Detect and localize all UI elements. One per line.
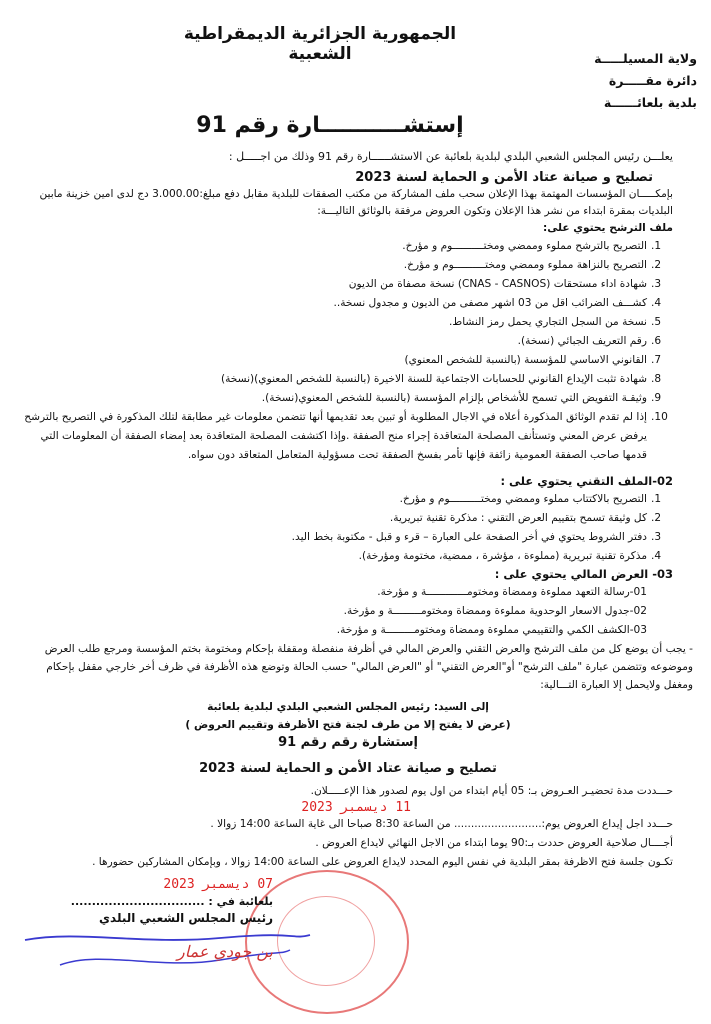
term-deadline-text: حـــدد اجل إيداع العروض يوم:.......................... من الساعة 8:30 صباحا الى غاية الساعة 14:00 زوالا . — [210, 818, 673, 830]
terms — [23, 782, 673, 872]
item-number: 5. — [651, 316, 662, 328]
list-item — [23, 490, 673, 509]
item-text: القانوني الاساسي للمؤسسة (بالنسبة للشخص المعنوي) — [404, 354, 647, 366]
list-item — [23, 275, 673, 294]
item-number: 4. — [651, 297, 662, 309]
intro: بإمكـــــان المؤسسات المهتمة بهذا الإعلان سحب ملف المشاركة من مكتب الصفقات للبلدية مقابل دفع مبلغ:3.000.00 دج لدى امين خزينة مابين البلديات بمقرة ابتداء من نشر هذا الإعلان وتكون العروض مرفقة بالوثائق التاليـــة: — [39, 188, 673, 217]
announcement: يعلـــن رئيس المجلس الشعبي البلدي لبلدية بلعائبة عن الاستشــــــارة رقم 91 وذلك من اجـــــل : — [228, 150, 673, 163]
list-item — [23, 313, 673, 332]
item-number: 6. — [651, 335, 662, 347]
financial-heading: 03- العرض المالي يحتوي على : — [494, 567, 673, 581]
technical-list — [23, 490, 673, 566]
envelope-to: إلى السيد: رئيس المجلس الشعبي البلدي لبلدية بلعائبة — [207, 701, 489, 713]
list-item — [23, 389, 673, 408]
item-text: رقم التعريف الجبائي (نسخة). — [517, 335, 647, 347]
signature-area — [23, 876, 673, 963]
envelope-block — [23, 698, 673, 778]
item-number: 9. — [651, 392, 662, 404]
handwritten-name: بن جودي عمار — [176, 942, 273, 961]
wilaya: ولاية المسيلـــــة — [594, 51, 697, 66]
item-text: التصريح بالاكتتاب مملوء وممضي ومختــــــــــوم و مؤرخ. — [399, 493, 647, 505]
item-number: 3. — [651, 278, 662, 290]
item-number: 4. — [651, 550, 662, 562]
item-number: 8. — [651, 373, 662, 385]
item-text: إذا لم تقدم الوثائق المذكورة أعلاه في الاجال المطلوبة أو تبين بعد تقديمها أنها تتضمن معلومات غير مطابقة لتلك المذكورة في التصريح بالترشح يرفض عرض المعني وتستأنف المصلحة المتعاقدة إجراء منح الصفقة .وإذا اكتشفت المصلحة المتعاقدة بعد إمضاء الصفقة أن المعلومات التي قدمها صاحب الصفقة العمومية زائفة فإنها تأمر بفسخ الصفقة تحت مسؤولية المتعامل المتعاقد دون سواه. — [24, 411, 647, 461]
item-text: التصريح بالنزاهة مملوء وممضي ومختــــــــــوم و مؤرخ. — [403, 259, 647, 271]
list-item — [23, 602, 647, 621]
item-text: كل وثيقة تسمح بتقييم العرض التقني : مذكرة تقنية تبريرية. — [389, 512, 647, 524]
list-item — [23, 370, 673, 389]
item-text: مذكرة تقنية تبريرية (مملوءة ، مؤشرة ، ممضية، مختومة ومؤرخة). — [358, 550, 647, 562]
list-item — [23, 351, 673, 370]
list-item — [23, 237, 673, 256]
item-text: 01-رسالة التعهد مملوءة وممضاة ومختومـــــــــــــة و مؤرخة. — [377, 586, 647, 598]
item-text: شهادة اداء مستحقات (CNAS - CASNOS) نسخة مصفاة من الديون — [348, 278, 647, 290]
list-item — [23, 583, 647, 602]
item-text: نسخة من السجل التجاري يحمل رمز النشاط. — [449, 316, 647, 328]
signature-block — [43, 876, 273, 963]
item-number: 1. — [651, 493, 662, 505]
republic-header: الجمهورية الجزائرية الديمقراطية الشعبية — [183, 24, 457, 64]
technical-heading: 02-الملف التقني يحتوي على : — [500, 474, 673, 488]
item-text: شهادة تثبت الإيداع القانوني للحسابات الاجتماعية للسنة الاخيرة (بالنسبة للشخص المعنوي)(نسخة) — [220, 373, 647, 385]
envelope-note: - يجب أن يوضع كل من ملف الترشح والعرض التقني والعرض المالي في أظرفة منفصلة ومقفلة بإحكام ومختومة بختم المؤسسة ومرجع طلب العرض وموضوعه وتتضمن عبارة "ملف الترشح" أو"العرض التقني" أو "العرض المالي" حسب الحالة وتوضع هذه الأظرفة في ظرف أخر خارجي مقفل بإحكام ومغفل ولايحمل إلا العبارة التـــالية: — [44, 643, 693, 691]
term-preparation: حـــددت مدة تحضيـر العـروض بـ: 05 أيام ابتداء من اول يوم لصدور هذا الإعـــــلان. — [310, 785, 673, 797]
item-number: 2. — [651, 259, 662, 271]
commune: بلدية بلعائــــــة — [603, 95, 697, 110]
deadline-date-stamp: 11 ديسمبر 2023 — [301, 800, 411, 815]
list-item — [23, 256, 673, 275]
item-number: 3. — [651, 531, 662, 543]
daira: دائرة مقـــــرة — [608, 73, 697, 88]
signature-role: رئيس المجلس الشعبي البلدي — [99, 911, 273, 925]
list-item — [23, 621, 647, 640]
item-text: التصريح بالترشح مملوء وممضي ومختــــــــــوم و مؤرخ. — [402, 240, 647, 252]
item-number: 1. — [651, 240, 662, 252]
item-number: 2. — [651, 512, 662, 524]
list-item — [23, 528, 673, 547]
list-item — [23, 408, 673, 465]
list-item — [23, 332, 673, 351]
envelope-subject: تصليح و صيانة عتاد الأمن و الحماية لسنة 2023 — [199, 761, 497, 776]
term-validity: أجــــال صلاحية العروض حددت بـ:90 يوما ابتداء من الاجل النهائي لايداع العروض . — [315, 837, 673, 849]
candidacy-list — [23, 237, 673, 465]
term-opening: تكـون جلسة فتح الاظرفة بمقر البلدية في نفس اليوم المحدد لايداع العروض على الساعة 14:00 زوالا ، وبإمكان المشاركين حضورها . — [92, 856, 673, 868]
list-item — [23, 294, 673, 313]
signature-date-stamp: 07 ديسمبر 2023 — [163, 877, 273, 892]
envelope-ref: إستشارة رقم رقم 91 — [278, 735, 418, 750]
administration-block — [497, 48, 697, 114]
document-title: إستشـــــــــــارة رقم 91 — [196, 113, 464, 138]
list-item — [23, 547, 673, 566]
candidacy-heading: ملف الترشح يحتوي على: — [543, 222, 673, 234]
item-text: 02-جدول الاسعار الوحدوية مملوءة وممضاة ومختومـــــــــة و مؤرخة. — [343, 605, 647, 617]
envelope-notice: (عرض لا يفتح إلا من طرف لجنة فتح الأظرفة وتقييم العروض ) — [185, 719, 511, 731]
item-text: وثيقـة التفويض التي تسمح للأشخاص بإلزام المؤسسة (بالنسبة للشخص المعنوي(نسخة). — [261, 392, 647, 404]
item-number: 7. — [651, 354, 662, 366]
signature-place: بلعائبة في : ................................ — [70, 895, 273, 908]
term-deadline — [23, 801, 673, 834]
document-body — [23, 148, 693, 963]
item-text: كشـــف الضرائب اقل من 03 اشهر مصفى من الديون و مجدول نسخة.. — [333, 297, 647, 309]
item-text: 03-الكشف الكمي والتقييمي مملوءة وممضاة ومختومـــــــــة و مؤرخة. — [336, 624, 647, 636]
item-text: دفتر الشروط يحتوي في أخر الصفحة على العبارة – قرء و قبل - مكتوبة بخط اليد. — [291, 531, 647, 543]
financial-list — [23, 583, 673, 640]
list-item — [23, 509, 673, 528]
item-number: 10. — [651, 411, 668, 423]
subject: تصليح و صيانة عتاد الأمن و الحماية لسنة 2023 — [355, 170, 653, 185]
